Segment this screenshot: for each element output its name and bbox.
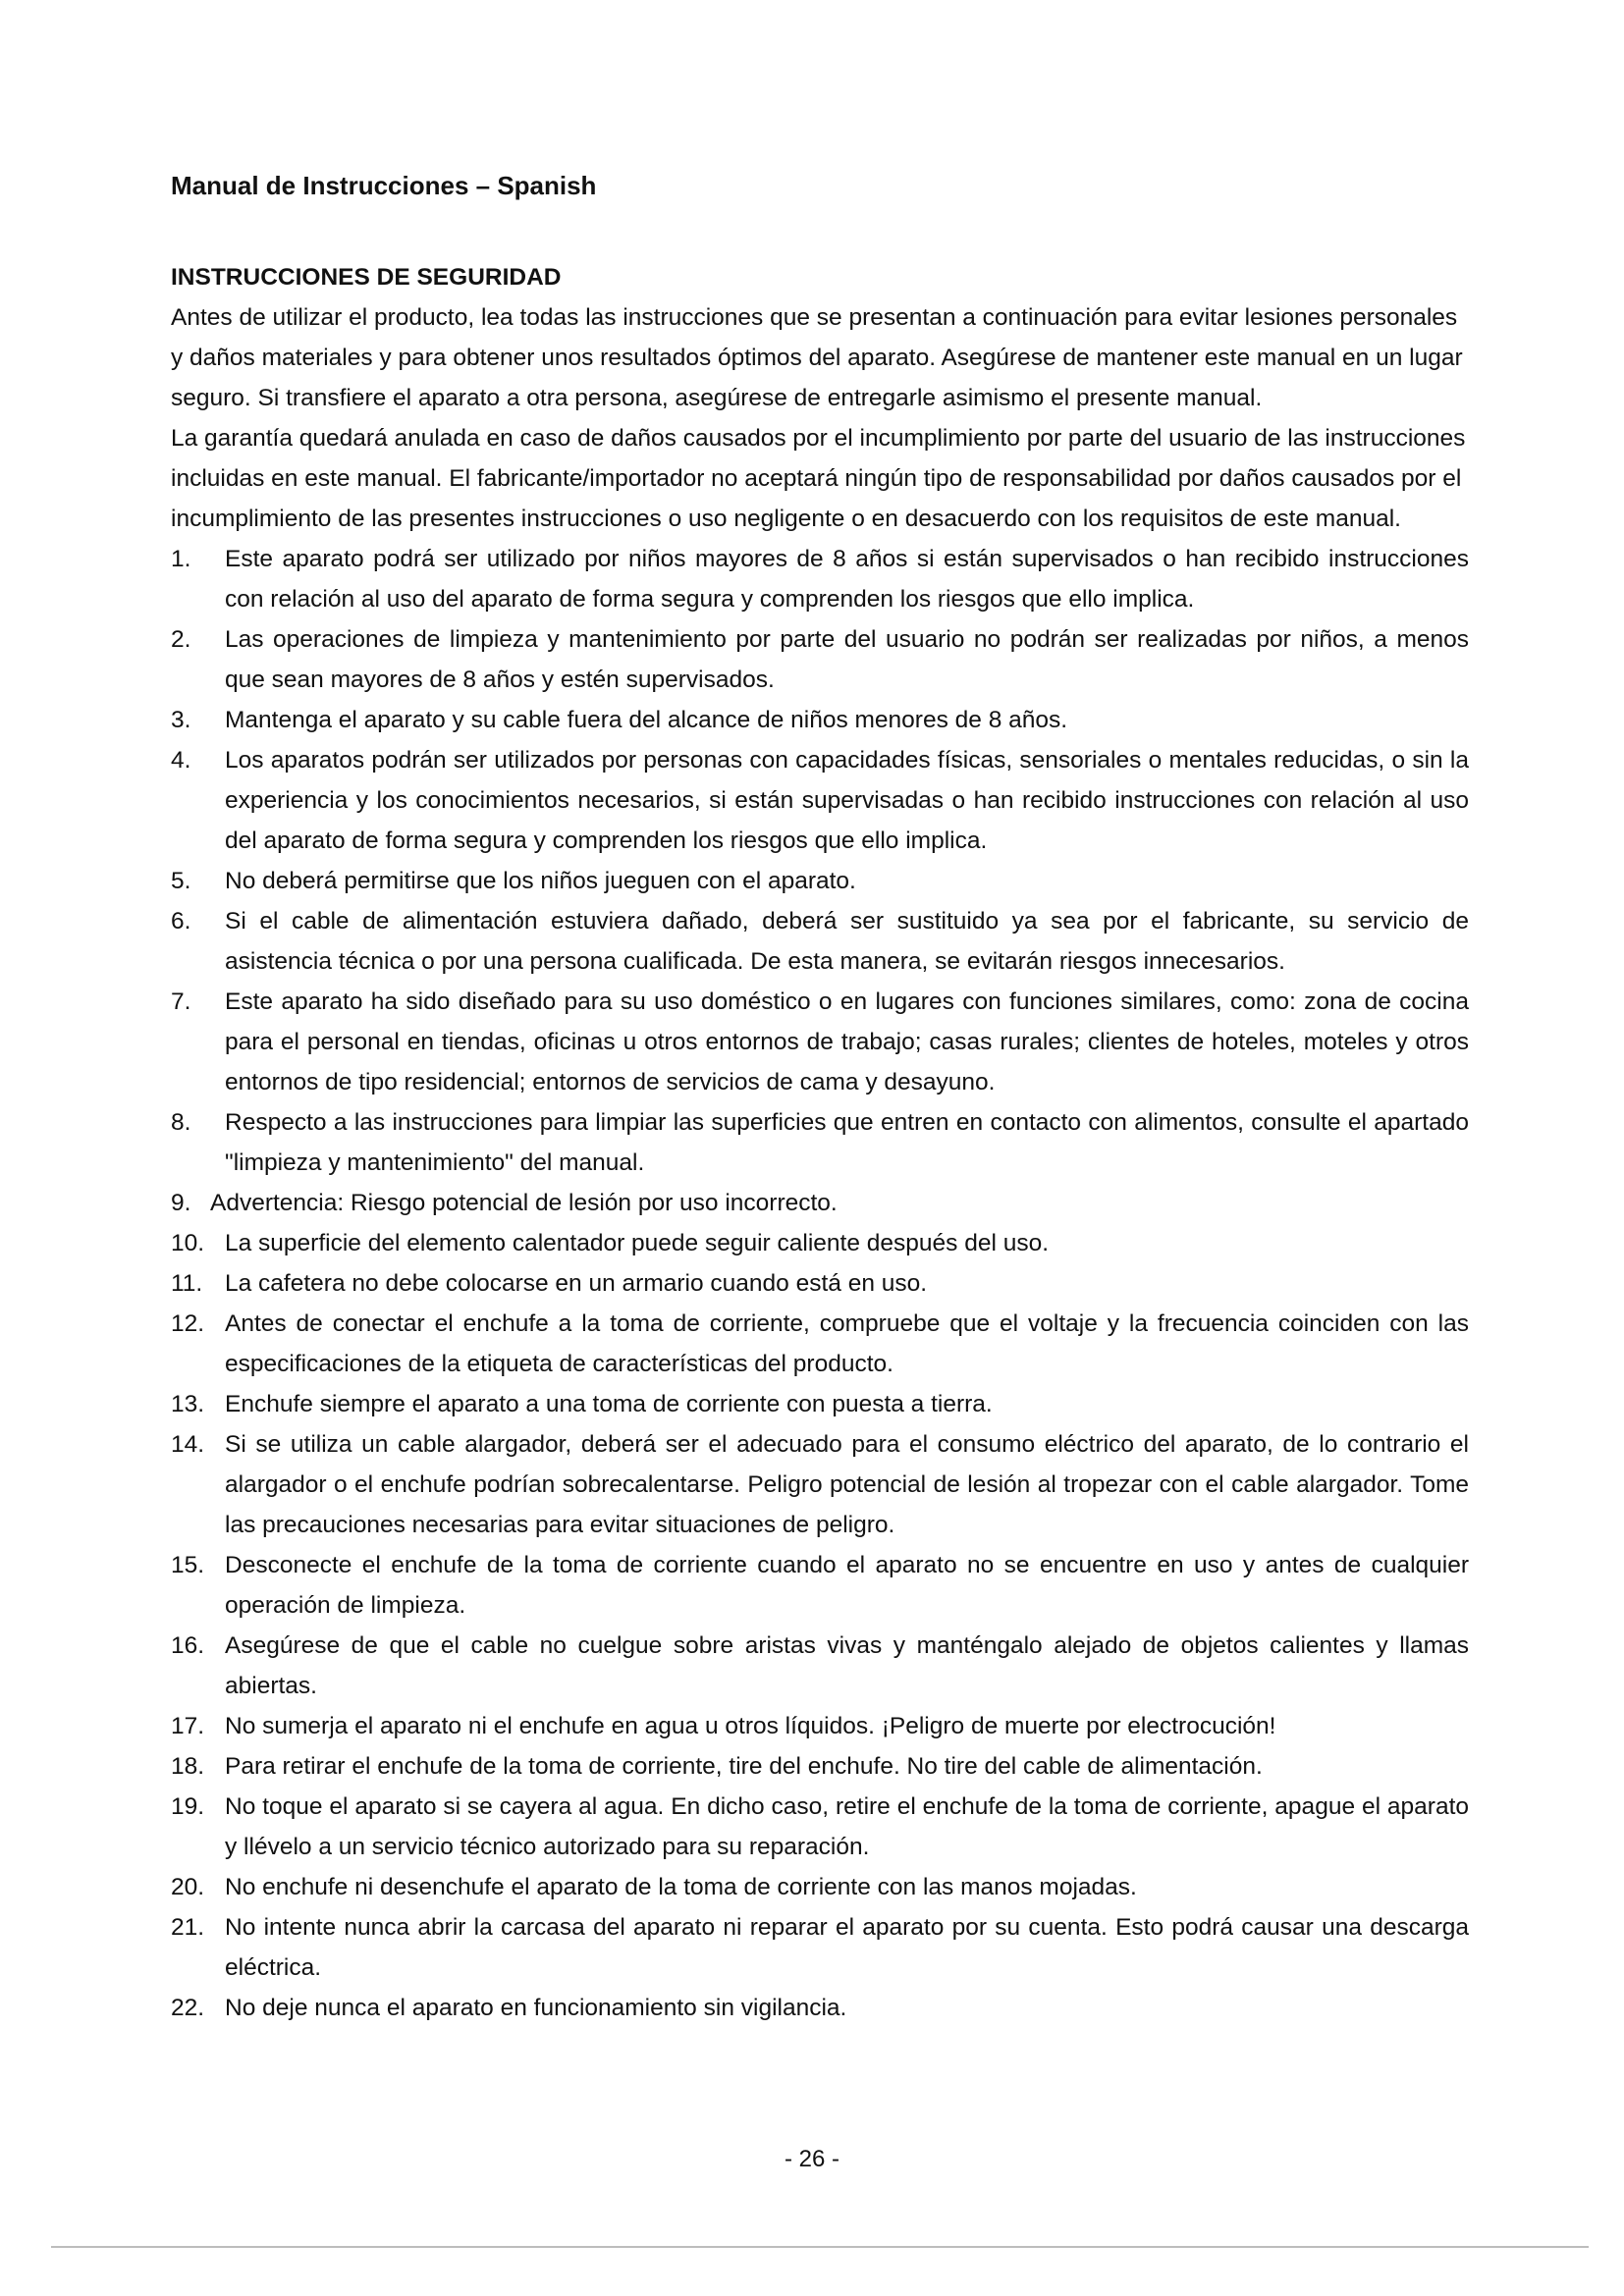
manual-title: Manual de Instrucciones – Spanish <box>171 171 597 200</box>
document-content <box>171 257 1469 2028</box>
item-number: 13. <box>171 1391 205 1417</box>
list-item <box>171 1304 1469 1384</box>
item-text: La superficie del elemento calentador puede seguir caliente después del uso. <box>225 1230 1050 1256</box>
item-text: Advertencia: Riesgo potencial de lesión por uso incorrecto. <box>210 1190 838 1216</box>
item-number: 5. <box>171 868 191 894</box>
item-text: No deberá permitirse que los niños jueguen con el aparato. <box>225 868 856 894</box>
item-number: 20. <box>171 1874 205 1900</box>
item-number: 11. <box>171 1270 203 1297</box>
list-item <box>171 861 1469 901</box>
list-item <box>171 1424 1469 1545</box>
item-number: 2. <box>171 626 191 653</box>
intro-paragraph: Antes de utilizar el producto, lea todas las instrucciones que se presentan a continuación para evitar lesiones personales y daños materiales y para obtener unos resultados óptimos del aparato. Asegúrese de mantener este manual en un lugar seguro. Si transfiere el aparato a otra persona, asegúrese de entregarle asimismo el presente manual. <box>171 304 1463 411</box>
item-number: 15. <box>171 1552 205 1578</box>
item-text: Si el cable de alimentación estuviera dañado, deberá ser sustituido ya sea por el fabricante, su servicio de asistencia técnica o por una persona cualificada. De esta manera, se evitarán riesgos innecesarios. <box>225 908 1469 975</box>
item-number: 7. <box>171 988 191 1015</box>
list-item <box>171 1102 1469 1183</box>
item-number: 6. <box>171 908 191 934</box>
item-text: Antes de conectar el enchufe a la toma de corriente, compruebe que el voltaje y la frecuencia coinciden con las especificaciones de la etiqueta de características del producto. <box>225 1310 1469 1377</box>
list-item <box>171 1988 1469 2028</box>
list-item <box>171 1223 1469 1263</box>
list-item <box>171 1706 1469 1746</box>
list-item <box>171 1907 1469 1988</box>
list-item <box>171 1183 1469 1223</box>
warranty-paragraph: La garantía quedará anulada en caso de daños causados por el incumplimiento por parte del usuario de las instrucciones incluidas en este manual. El fabricante/importador no aceptará ningún tipo de responsabilidad por daños causados por el incumplimiento de las presentes instrucciones o uso negligente o en desacuerdo con los requisitos de este manual. <box>171 425 1466 532</box>
item-text: No intente nunca abrir la carcasa del aparato ni reparar el aparato por su cuenta. Esto podrá causar una descarga eléctrica. <box>225 1914 1469 1981</box>
item-text: Desconecte el enchufe de la toma de corriente cuando el aparato no se encuentre en uso y antes de cualquier operación de limpieza. <box>225 1552 1469 1619</box>
list-item <box>171 1545 1469 1626</box>
item-number: 18. <box>171 1753 205 1780</box>
item-text: Enchufe siempre el aparato a una toma de corriente con puesta a tierra. <box>225 1391 993 1417</box>
item-number: 10. <box>171 1230 205 1256</box>
item-number: 9. <box>171 1190 191 1216</box>
page-number: - 26 - <box>784 2146 839 2172</box>
list-item <box>171 1384 1469 1424</box>
item-text: Asegúrese de que el cable no cuelgue sobre aristas vivas y manténgalo alejado de objetos calientes y llamas abiertas. <box>225 1632 1469 1699</box>
item-text: Las operaciones de limpieza y mantenimiento por parte del usuario no podrán ser realizadas por niños, a menos que sean mayores de 8 años y estén supervisados. <box>225 626 1469 693</box>
item-text: Para retirar el enchufe de la toma de corriente, tire del enchufe. No tire del cable de alimentación. <box>225 1753 1263 1780</box>
item-text: Mantenga el aparato y su cable fuera del alcance de niños menores de 8 años. <box>225 707 1068 733</box>
item-text: La cafetera no debe colocarse en un armario cuando está en uso. <box>225 1270 928 1297</box>
item-text: No toque el aparato si se cayera al agua. En dicho caso, retire el enchufe de la toma de corriente, apague el aparato y llévelo a un servicio técnico autorizado para su reparación. <box>225 1793 1469 1860</box>
list-item <box>171 700 1469 740</box>
item-number: 21. <box>171 1914 205 1941</box>
list-item <box>171 1263 1469 1304</box>
item-text: Este aparato podrá ser utilizado por niños mayores de 8 años si están supervisados o han recibido instrucciones con relación al uso del aparato de forma segura y comprenden los riesgos que ello implica. <box>225 546 1469 613</box>
item-number: 4. <box>171 747 191 774</box>
item-text: Respecto a las instrucciones para limpiar las superficies que entren en contacto con alimentos, consulte el apartado "limpieza y mantenimiento" del manual. <box>225 1109 1469 1176</box>
item-text: No sumerja el aparato ni el enchufe en agua u otros líquidos. ¡Peligro de muerte por electrocución! <box>225 1713 1276 1739</box>
list-item <box>171 982 1469 1102</box>
footer-divider <box>51 2246 1589 2248</box>
list-item <box>171 1746 1469 1787</box>
list-item <box>171 1626 1469 1706</box>
item-text: Si se utiliza un cable alargador, deberá ser el adecuado para el consumo eléctrico del aparato, de lo contrario el alargador o el enchufe podrían sobrecalentarse. Peligro potencial de lesión al tropezar con el cable alargador. Tome las precauciones necesarias para evitar situaciones de peligro. <box>225 1431 1469 1538</box>
list-item <box>171 901 1469 982</box>
item-number: 8. <box>171 1109 191 1136</box>
safety-instructions-list <box>171 539 1469 2028</box>
item-text: No enchufe ni desenchufe el aparato de la toma de corriente con las manos mojadas. <box>225 1874 1137 1900</box>
item-number: 14. <box>171 1431 205 1458</box>
item-number: 22. <box>171 1995 205 2021</box>
list-item <box>171 1787 1469 1867</box>
item-number: 17. <box>171 1713 205 1739</box>
list-item <box>171 1867 1469 1907</box>
item-text: Los aparatos podrán ser utilizados por personas con capacidades físicas, sensoriales o mentales reducidas, o sin la experiencia y los conocimientos necesarios, si están supervisadas o han recibido instrucciones con relación al uso del aparato de forma segura y comprenden los riesgos que ello implica. <box>225 747 1469 854</box>
list-item <box>171 619 1469 700</box>
item-number: 12. <box>171 1310 205 1337</box>
item-number: 16. <box>171 1632 205 1659</box>
item-number: 19. <box>171 1793 205 1820</box>
list-item <box>171 740 1469 861</box>
item-text: Este aparato ha sido diseñado para su uso doméstico o en lugares con funciones similares, como: zona de cocina para el personal en tiendas, oficinas u otros entornos de trabajo; casas rurales; clientes de hoteles, moteles y otros entornos de tipo residencial; entornos de servicios de cama y desayuno. <box>225 988 1469 1095</box>
section-heading: INSTRUCCIONES DE SEGURIDAD <box>171 264 562 291</box>
item-number: 3. <box>171 707 191 733</box>
list-item <box>171 539 1469 619</box>
item-text: No deje nunca el aparato en funcionamiento sin vigilancia. <box>225 1995 847 2021</box>
item-number: 1. <box>171 546 191 572</box>
